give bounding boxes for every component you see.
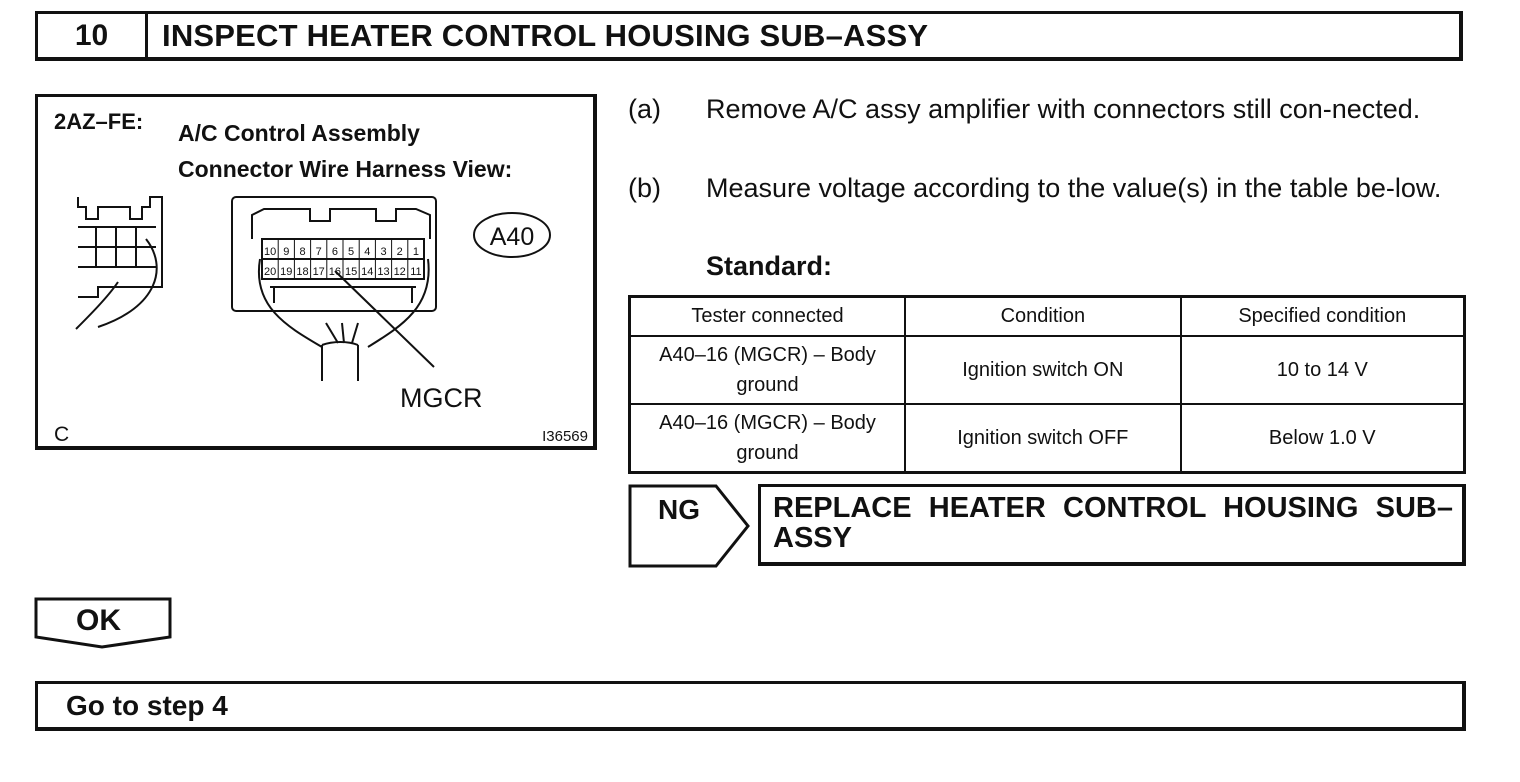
pin-number: 15 bbox=[344, 266, 358, 278]
connector-a40 bbox=[232, 197, 436, 381]
table-header: Condition bbox=[905, 297, 1181, 337]
table-row bbox=[630, 336, 1465, 404]
table-header: Specified condition bbox=[1181, 297, 1465, 337]
table-cell: Below 1.0 V bbox=[1181, 404, 1465, 473]
engine-label: 2AZ–FE: bbox=[54, 109, 144, 134]
connector-id: A40 bbox=[489, 223, 535, 251]
instruction-text: Remove A/C assy amplifier with connectors still con-nected. bbox=[706, 94, 1421, 124]
ng-action-box bbox=[758, 484, 1466, 566]
pin-number: 8 bbox=[299, 246, 306, 258]
ok-label: OK bbox=[76, 604, 121, 637]
adjacent-connector bbox=[76, 197, 162, 329]
caption-line-1: A/C Control Assembly bbox=[178, 120, 420, 146]
spec-table bbox=[628, 295, 1466, 474]
pin-number: 6 bbox=[331, 246, 338, 258]
terminal-label-mgcr: MGCR bbox=[400, 383, 483, 413]
corner-letter: C bbox=[54, 423, 70, 446]
instruction-b bbox=[628, 168, 1468, 248]
pin-number: 11 bbox=[410, 266, 422, 278]
table-cell: Ignition switch ON bbox=[905, 336, 1181, 404]
ng-arrow-box bbox=[628, 484, 752, 568]
step-header bbox=[35, 11, 1463, 61]
pin-number: 3 bbox=[380, 246, 387, 258]
connector-diagram bbox=[38, 97, 594, 447]
table-cell: 10 to 14 V bbox=[1181, 336, 1465, 404]
pin-number: 1 bbox=[412, 246, 419, 258]
pin-number: 13 bbox=[377, 266, 390, 278]
pin-number: 20 bbox=[263, 266, 277, 278]
ng-label: NG bbox=[658, 494, 700, 525]
next-step-text: Go to step 4 bbox=[66, 690, 228, 721]
pin-number: 16 bbox=[328, 266, 342, 278]
table-row bbox=[630, 404, 1465, 473]
ng-action-text: REPLACE HEATER CONTROL HOUSING SUB–ASSY bbox=[773, 492, 1453, 554]
table-header: Tester connected bbox=[630, 297, 906, 337]
pin-number: 9 bbox=[283, 246, 290, 258]
step-title: INSPECT HEATER CONTROL HOUSING SUB–ASSY bbox=[162, 18, 929, 53]
pin-number: 14 bbox=[361, 266, 374, 278]
caption-line-2: Connector Wire Harness View: bbox=[178, 156, 513, 182]
connector-figure bbox=[35, 94, 597, 450]
table-cell: Ignition switch OFF bbox=[905, 404, 1181, 473]
instruction-text: Measure voltage according to the value(s) in the table be-low. bbox=[706, 173, 1442, 203]
table-cell: A40–16 (MGCR) – Body ground bbox=[630, 336, 906, 404]
pin-number: 10 bbox=[263, 246, 277, 258]
pin-number: 17 bbox=[312, 266, 325, 278]
pin-number: 19 bbox=[280, 266, 293, 278]
ok-arrow-box bbox=[34, 597, 174, 649]
instruction-mark: (b) bbox=[628, 173, 661, 203]
figure-code: I36569 bbox=[542, 428, 588, 445]
table-header-row bbox=[630, 297, 1465, 337]
table-cell: A40–16 (MGCR) – Body ground bbox=[630, 404, 906, 473]
pin-number: 18 bbox=[296, 266, 309, 278]
step-number: 10 bbox=[38, 14, 148, 57]
instruction-mark: (a) bbox=[628, 94, 661, 124]
pin-number: 2 bbox=[396, 246, 403, 258]
pin-number: 7 bbox=[315, 246, 322, 258]
standard-label: Standard: bbox=[706, 251, 833, 281]
instruction-a bbox=[628, 89, 1468, 169]
next-step-box bbox=[35, 681, 1466, 731]
pin-number: 12 bbox=[393, 266, 406, 278]
pin-number: 5 bbox=[348, 246, 355, 258]
pin-number: 4 bbox=[364, 246, 371, 258]
